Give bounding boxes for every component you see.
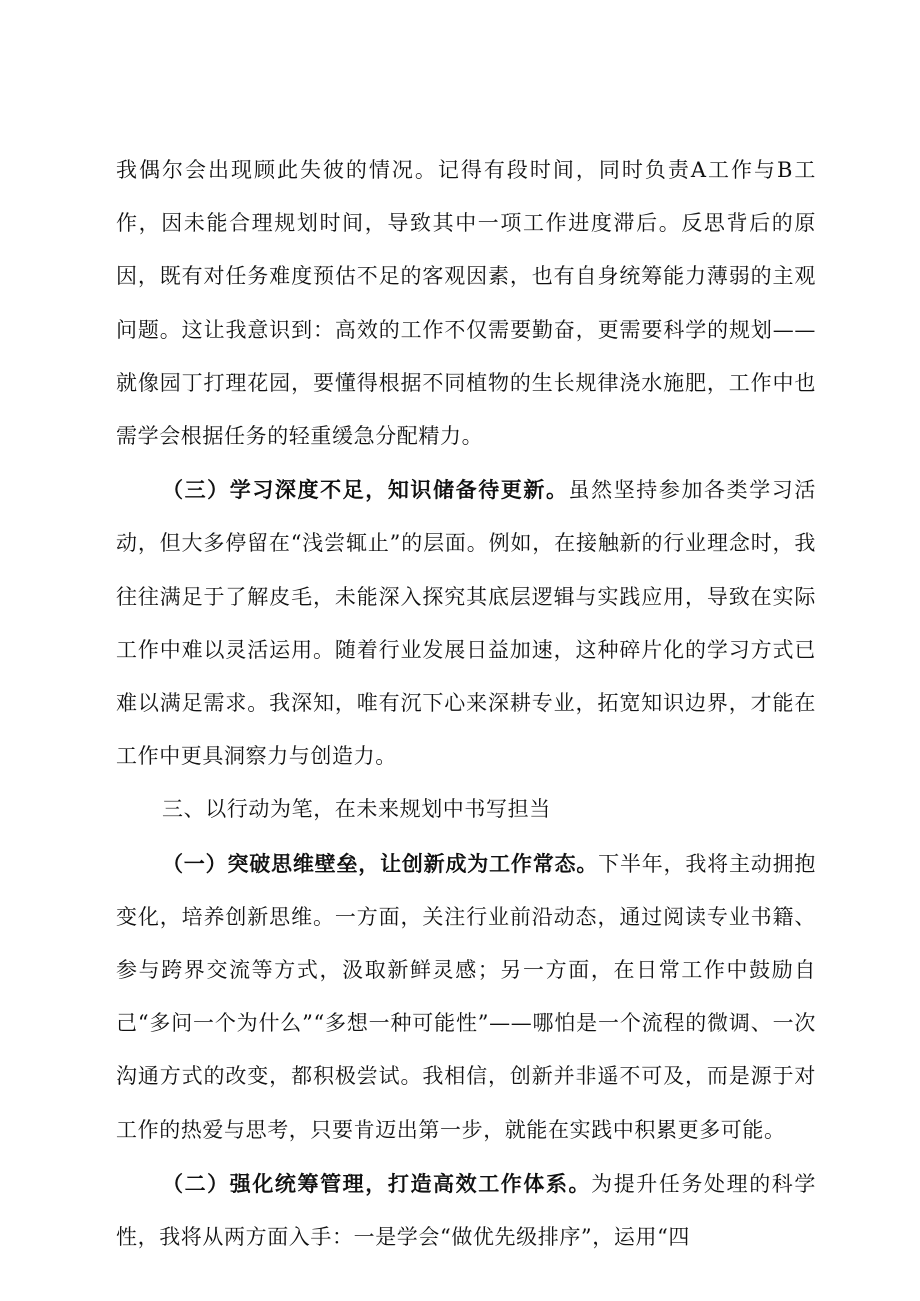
paragraph-body: 虽然坚持参加各类学习活动，但大多停留在“浅尝辄止”的层面。例如，在接触新的行业理念时，我往往满足于了解皮毛，未能深入探究其底层逻辑与实践应用，导致在实际工作中难以灵活运用。随着行业发展日益加速，这种碎片化的学习方式已难以满足需求。我深知，唯有沉下心来深耕专业，拓宽知识边界，才能在工作中更具洞察力与创造力。 — [116, 478, 816, 769]
paragraph-learning-depth — [116, 463, 816, 783]
section-heading: 三、以行动为笔，在未来规划中书写担当 — [162, 797, 551, 822]
paragraph-body: 下半年，我将主动拥抱变化，培养创新思维。一方面，关注行业前沿动态，通过阅读专业书籍、参与跨界交流等方式，汲取新鲜灵感；另一方面，在日常工作中鼓励自己“多问一个为什么”“多想一种可能性”——哪怕是一个流程的微调、一次沟通方式的改变，都积极尝试。我相信，创新并非遥不可及，而是源于对工作的热爱与思考，只要肯迈出第一步，就能在实践中积累更多可能。 — [116, 851, 817, 1142]
paragraph-innovation — [116, 837, 816, 1157]
paragraph-lead: （一）突破思维壁垒，让创新成为工作常态。 — [162, 850, 599, 876]
paragraph-lead: （三）学习深度不足，知识储备待更新。 — [162, 477, 569, 503]
paragraph-body: 为提升任务处理的科学性，我将从两方面入手：一是学会“做优先级排序”，运用“四 — [116, 1171, 816, 1250]
paragraph-lead: （二）强化统筹管理，打造高效工作体系。 — [162, 1170, 592, 1196]
paragraph-management — [116, 1157, 816, 1264]
paragraph-continuation: 我偶尔会出现顾此失彼的情况。记得有段时间，同时负责A工作与B工作，因未能合理规划时间，导致其中一项工作进度滞后。反思背后的原因，既有对任务难度预估不足的客观因素，也有自身统筹能力薄弱的主观问题。这让我意识到：高效的工作不仅需要勤奋，更需要科学的规划——就像园丁打理花园，要懂得根据不同植物的生长规律浇水施肥，工作中也需学会根据任务的轻重缓急分配精力。 — [116, 158, 816, 449]
